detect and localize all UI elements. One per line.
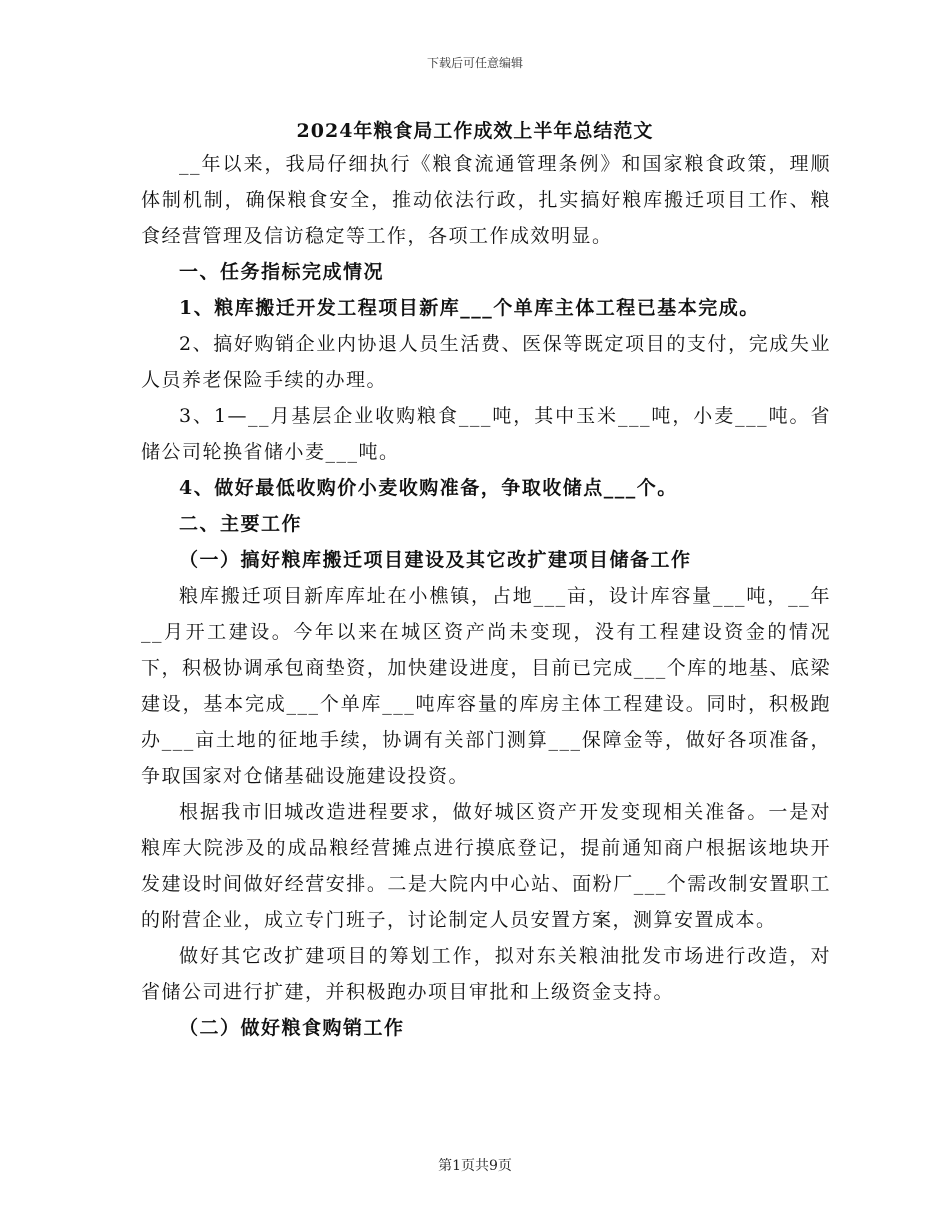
subsection-heading-2: （二）做好粮食购销工作 bbox=[179, 1017, 405, 1039]
body-paragraph-3: 做好其它改扩建项目的筹划工作，拟对东关粮油批发市场进行改造，对省储公司进行扩建，并积极跑办项目审批和上级资金支持。 bbox=[141, 945, 831, 1003]
page-number: 第1页共9页 bbox=[438, 1158, 512, 1174]
section-heading-1: 一、任务指标完成情况 bbox=[179, 261, 385, 283]
body-paragraph-1: 粮库搬迁项目新库库址在小樵镇，占地___亩，设计库容量___吨，__年__月开工建设。今年以来在城区资产尚未变现，没有工程建设资金的情况下，积极协调承包商垫资，加快建设进度，目前已完成___个库的地基、底梁建设，基本完成___个单库___吨库容量的库房主体工程建设。同时，积极跑办___亩土地的征地手续，协调有关部门测算___保障金等，做好各项准备，争取国家对仓储基础设施建设投资。 bbox=[141, 585, 831, 787]
indicator-item-3: 3、1—__月基层企业收购粮食___吨，其中玉米___吨，小麦___吨。省储公司轮换省储小麦___吨。 bbox=[141, 405, 831, 463]
header-note: 下载后可任意编辑 bbox=[426, 56, 523, 70]
subsection-heading-1: （一）搞好粮库搬迁项目建设及其它改扩建项目储备工作 bbox=[179, 549, 692, 571]
indicator-item-2: 2、搞好购销企业内协退人员生活费、医保等既定项目的支付，完成失业人员养老保险手续的办理。 bbox=[141, 333, 831, 391]
indicator-item-1: 1、粮库搬迁开发工程项目新库___个单库主体工程已基本完成。 bbox=[179, 297, 760, 319]
intro-paragraph: __年以来，我局仔细执行《粮食流通管理条例》和国家粮食政策，理顺体制机制，确保粮食安全，推动依法行政，扎实搞好粮库搬迁项目工作、粮食经营管理及信访稳定等工作，各项工作成效明显。 bbox=[141, 153, 831, 247]
document-title: 2024年粮食局工作成效上半年总结范文 bbox=[296, 120, 654, 142]
section-heading-2: 二、主要工作 bbox=[179, 513, 303, 535]
document-body bbox=[141, 146, 831, 1046]
indicator-item-4: 4、做好最低收购价小麦收购准备，争取收储点___个。 bbox=[179, 477, 678, 499]
body-paragraph-2: 根据我市旧城改造进程要求，做好城区资产开发变现相关准备。一是对粮库大院涉及的成品粮经营摊点进行摸底登记，提前通知商户根据该地块开发建设时间做好经营安排。二是大院内中心站、面粉厂___个需改制安置职工的附营企业，成立专门班子，讨论制定人员安置方案，测算安置成本。 bbox=[141, 801, 831, 931]
